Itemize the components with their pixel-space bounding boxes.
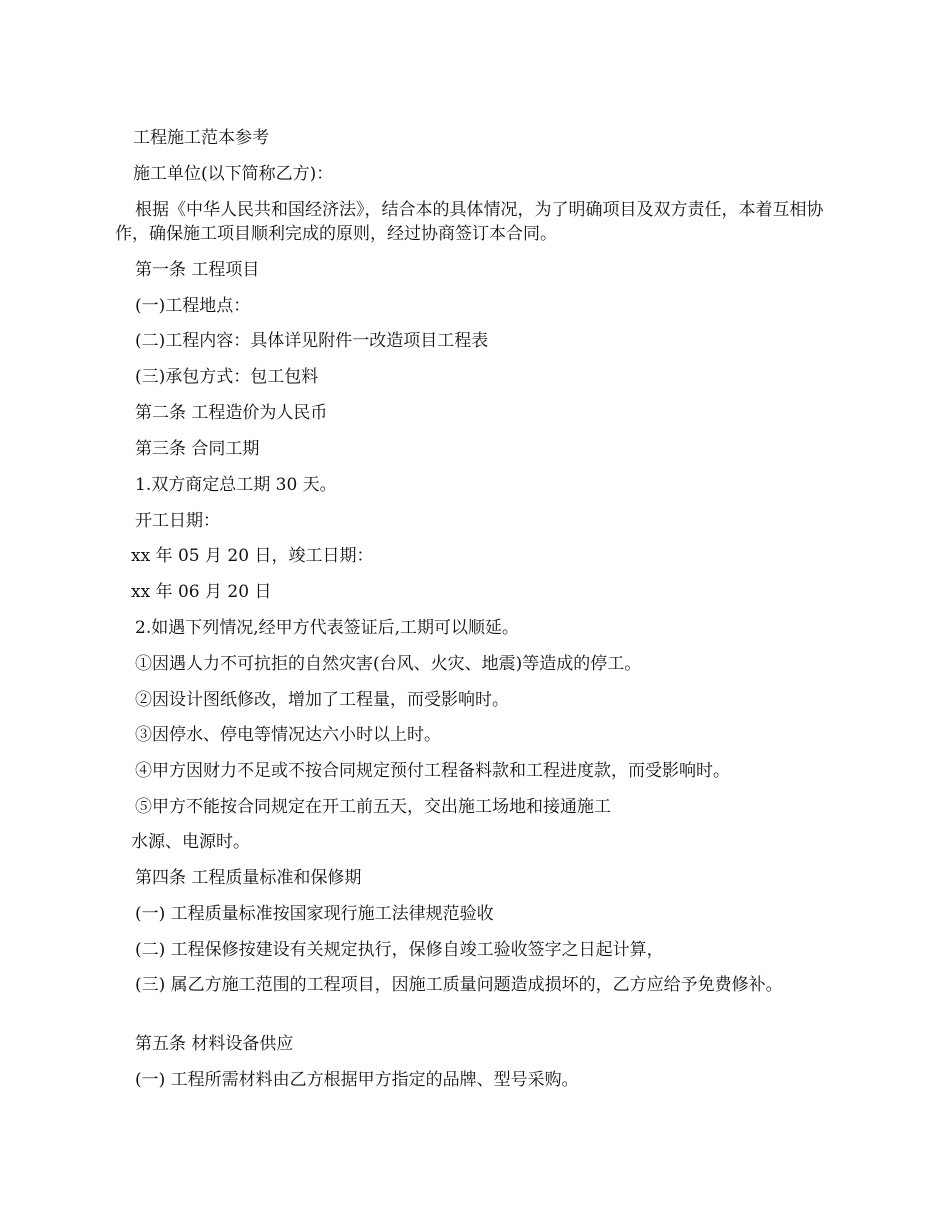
article-3-heading: 第三条 合同工期 (135, 439, 260, 459)
extension-intro: 2.如遇下列情况,经甲方代表签证后,工期可以顺延。 (135, 618, 520, 638)
article-2-heading: 第二条 工程造价为人民币 (135, 403, 328, 423)
article-1-item: (二)工程内容：具体详见附件一改造项目工程表 (135, 331, 489, 351)
article-4-heading: 第四条 工程质量标准和保修期 (135, 868, 362, 888)
start-date-label: 开工日期： (135, 511, 220, 531)
article-1-item: (一)工程地点： (135, 296, 251, 316)
total-period-line: 1.双方商定总工期 30 天。 (135, 475, 337, 495)
document-title: 工程施工范本参考 (133, 128, 269, 148)
article-4-item: (一) 工程质量标准按国家现行施工法律规范验收 (135, 904, 494, 924)
intro-paragraph: 根据《中华人民共和国经济法》，结合本的具体情况，为了明确项目及双方责任，本着互相协作，确保施工项目顺利完成的原则，经过协商签订本合同。 (115, 200, 824, 244)
article-4-item: (二) 工程保修按建设有关规定执行，保修自竣工验收签字之日起计算， (135, 940, 664, 960)
start-date-line: xx 年 05 月 20 日，竣工日期： (131, 546, 374, 566)
extension-case: ②因设计图纸修改，增加了工程量，而受影响时。 (135, 690, 509, 710)
article-5-item: (一) 工程所需材料由乙方根据甲方指定的品牌、型号采购。 (135, 1070, 579, 1090)
extension-case: ⑤甲方不能按合同规定在开工前五天，交出施工场地和接通施工 (135, 797, 611, 817)
article-1-item: (三)承包方式：包工包料 (135, 367, 319, 387)
article-1-heading: 第一条 工程项目 (135, 260, 260, 280)
extension-case: ③因停水、停电等情况达六小时以上时。 (135, 725, 441, 745)
extension-case-continuation: 水源、电源时。 (131, 832, 250, 852)
contractor-line: 施工单位(以下简称乙方)： (133, 164, 334, 184)
article-4-item: (三) 属乙方施工范围的工程项目，因施工质量问题造成损坏的，乙方应给予免费修补。 (135, 975, 783, 995)
extension-case: ①因遇人力不可抗拒的自然灾害(台风、火灾、地震)等造成的停工。 (135, 654, 642, 674)
article-5-heading: 第五条 材料设备供应 (135, 1034, 294, 1054)
extension-case: ④甲方因财力不足或不按合同规定预付工程备料款和工程进度款，而受影响时。 (135, 761, 730, 781)
end-date-line: xx 年 06 月 20 日 (131, 582, 272, 602)
